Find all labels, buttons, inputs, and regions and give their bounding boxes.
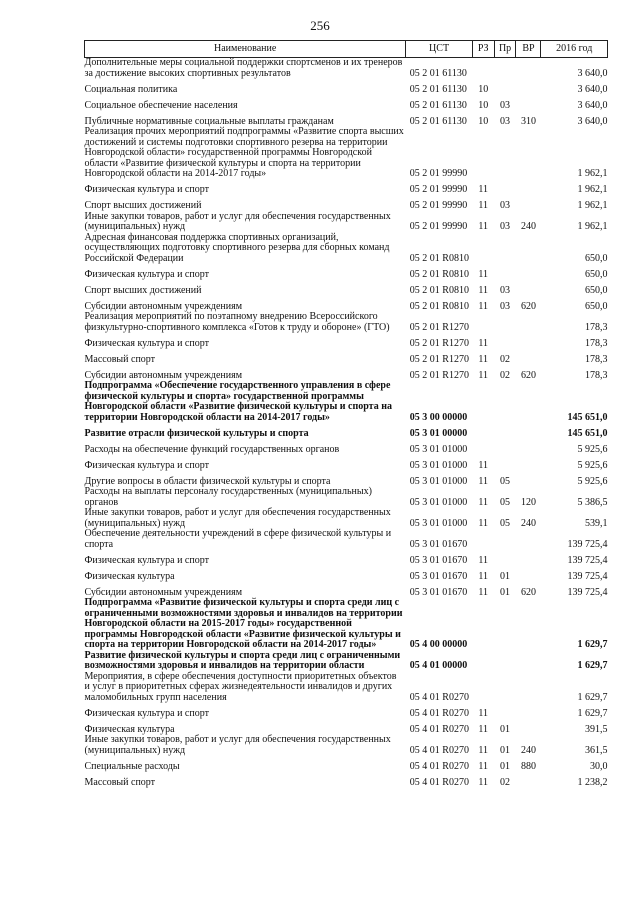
- row-name: Физическая культура и спорт: [84, 337, 209, 349]
- row-vr: 240: [520, 744, 536, 756]
- row-vr: [516, 312, 541, 333]
- table-row: [85, 487, 608, 508]
- table-row: [85, 233, 608, 265]
- row-pr: [494, 381, 516, 423]
- table-row: [85, 772, 608, 788]
- row-vr: [516, 672, 541, 704]
- row-sum: 178,3: [585, 369, 608, 381]
- table-row: [85, 333, 608, 349]
- row-name: Физическая культура: [84, 723, 175, 735]
- row-sum: 145 651,0: [567, 427, 608, 439]
- table-row: [85, 756, 608, 772]
- row-pr: 02: [500, 353, 511, 365]
- row-pr: [494, 455, 516, 471]
- row-vr: [516, 333, 541, 349]
- row-pr: [494, 651, 516, 672]
- row-name: Расходы на выплаты персоналу государственных (муниципальных) органов: [84, 486, 372, 508]
- row-cst: 05 2 01 61130: [409, 67, 467, 79]
- row-rz: 11: [478, 707, 489, 719]
- table-row: [85, 381, 608, 423]
- row-cst: 05 2 01 R1270: [409, 321, 469, 333]
- table-row: [85, 455, 608, 471]
- row-name: Реализация мероприятий по поэтапному внедрению Всероссийского физкультурно-спортивного комплекса «Готов к труду и обороне» (ГТО): [84, 311, 390, 333]
- row-vr: [516, 180, 541, 196]
- row-sum: 139 725,4: [567, 554, 608, 566]
- row-name: Мероприятия, в сфере обеспечения доступности приоритетных объектов и услуг в приоритетных сферах жизнедеятельности инвалидов и других маломобильных групп населения: [84, 670, 397, 703]
- row-cst: 05 4 01 00000: [409, 660, 468, 671]
- row-vr: [516, 651, 541, 672]
- row-name: Подпрограмма «Обеспечение государственного управления в сфере физической культуры и спорта» государственной программы Новгородской области «Развитие физической культуры и спорта на территории Новгородской области на 2014-2017 годы»: [84, 380, 392, 423]
- table-row: [85, 365, 608, 381]
- table-row: [85, 79, 608, 95]
- row-name: Иные закупки товаров, работ и услуг для обеспечения государственных (муниципальных) нужд: [84, 507, 391, 529]
- row-sum: 5 925,6: [577, 475, 608, 487]
- row-rz: 11: [478, 221, 489, 232]
- row-rz: 11: [478, 353, 489, 365]
- row-cst: 05 3 01 00000: [409, 427, 468, 439]
- row-pr: [494, 703, 516, 719]
- row-cst: 05 4 01 R0270: [409, 776, 469, 788]
- table-row: [85, 566, 608, 582]
- row-rz: [472, 529, 494, 550]
- table-row: [85, 58, 608, 80]
- row-rz: [472, 312, 494, 333]
- row-pr: 03: [500, 200, 511, 211]
- row-vr: [516, 703, 541, 719]
- row-sum: 539,1: [585, 517, 608, 529]
- row-sum: 3 640,0: [577, 99, 608, 111]
- row-name: Обеспечение деятельности учреждений в сфере физической культуры и спорта: [84, 528, 392, 550]
- row-name: Развитие физической культуры и спорта среди лиц с ограниченными возможностями здоровья и инвалидов на территории области: [84, 649, 401, 671]
- row-vr: [516, 196, 541, 212]
- header-vr: ВР: [516, 41, 541, 58]
- row-name: Физическая культура и спорт: [84, 268, 209, 280]
- row-cst: 05 2 01 61130: [409, 83, 467, 95]
- row-pr: 03: [500, 284, 511, 296]
- row-pr: 01: [500, 586, 511, 598]
- row-sum: 1 962,1: [577, 168, 608, 179]
- row-vr: [516, 79, 541, 95]
- row-rz: [472, 58, 494, 80]
- table-row: [85, 703, 608, 719]
- row-sum: 1 629,7: [577, 707, 608, 719]
- row-sum: 650,0: [585, 268, 608, 280]
- row-cst: 05 2 01 61130: [409, 115, 467, 127]
- row-name: Социальная политика: [84, 83, 178, 95]
- row-pr: [494, 550, 516, 566]
- row-name: Субсидии автономным учреждениям: [84, 300, 243, 312]
- row-sum: 3 640,0: [577, 83, 608, 95]
- row-cst: 05 3 01 01000: [409, 459, 468, 471]
- row-rz: 10: [478, 83, 489, 95]
- row-vr: [516, 280, 541, 296]
- row-rz: 11: [478, 268, 489, 280]
- row-rz: 11: [478, 570, 489, 582]
- row-rz: 11: [478, 184, 489, 195]
- row-name: Физическая культура и спорт: [84, 184, 209, 195]
- row-rz: 11: [478, 459, 489, 471]
- row-pr: 05: [500, 475, 511, 487]
- row-vr: [516, 349, 541, 365]
- row-name: Дополнительные меры социальной поддержки спортсменов и их тренеров за достижение высоких спортивных результатов: [84, 57, 403, 79]
- table-row: [85, 349, 608, 365]
- row-pr: [494, 529, 516, 550]
- row-cst: 05 2 01 R0810: [409, 300, 469, 312]
- row-pr: 03: [500, 99, 511, 111]
- table-row: [85, 212, 608, 233]
- row-pr: 05: [500, 517, 511, 529]
- row-sum: 650,0: [585, 284, 608, 296]
- row-sum: 3 640,0: [577, 67, 608, 79]
- row-cst: 05 3 00 00000: [409, 411, 468, 423]
- row-sum: 1 962,1: [577, 200, 608, 211]
- table-row: [85, 296, 608, 312]
- row-pr: [494, 233, 516, 265]
- row-rz: 11: [478, 337, 489, 349]
- row-sum: 1 962,1: [577, 221, 608, 232]
- table-row: [85, 651, 608, 672]
- row-pr: [494, 264, 516, 280]
- row-cst: 05 4 01 R0270: [409, 707, 469, 719]
- row-cst: 05 3 01 01000: [409, 496, 468, 508]
- header-name: Наименование: [85, 41, 406, 58]
- row-sum: 361,5: [585, 744, 608, 756]
- row-vr: 620: [520, 300, 536, 312]
- row-rz: 11: [478, 723, 489, 735]
- row-sum: 650,0: [585, 300, 608, 312]
- row-vr: 620: [520, 586, 536, 598]
- row-sum: 139 725,4: [567, 570, 608, 582]
- row-rz: 11: [478, 369, 489, 381]
- row-pr: 02: [500, 369, 511, 381]
- row-cst: 05 2 01 99990: [409, 200, 468, 211]
- row-sum: 650,0: [585, 252, 608, 264]
- row-cst: 05 3 01 01670: [409, 538, 468, 550]
- row-vr: [516, 381, 541, 423]
- row-sum: 1 629,7: [577, 639, 608, 650]
- row-sum: 178,3: [585, 337, 608, 349]
- table-row: [85, 598, 608, 651]
- row-rz: 11: [478, 475, 489, 487]
- row-name: Социальное обеспечение населения: [84, 99, 238, 111]
- row-cst: 05 2 01 99990: [409, 184, 468, 195]
- row-vr: [516, 233, 541, 265]
- row-rz: 11: [478, 284, 489, 296]
- table-row: [85, 111, 608, 127]
- row-name: Субсидии автономным учреждениям: [84, 369, 243, 381]
- row-name: Подпрограмма «Развитие физической культуры и спорта среди лиц с ограниченными возможностями здоровья и инвалидов на территории Новгородской области на 2015-2017 годы» государственной программы Новгородской области «Развитие физической культуры и спорта на территории Новгородской области на 2014-2017 годы»: [84, 597, 403, 650]
- table-row: [85, 471, 608, 487]
- row-pr: [494, 312, 516, 333]
- row-rz: [472, 439, 494, 455]
- header-pr: Пр: [494, 41, 516, 58]
- row-pr: 02: [500, 776, 511, 788]
- row-sum: 5 925,6: [577, 443, 608, 455]
- row-rz: [472, 598, 494, 651]
- row-rz: 11: [478, 554, 489, 566]
- row-sum: 3 640,0: [577, 115, 608, 127]
- row-sum: 178,3: [585, 353, 608, 365]
- table-row: [85, 719, 608, 735]
- row-vr: [516, 127, 541, 180]
- header-sum: 2016 год: [541, 41, 608, 58]
- row-name: Специальные расходы: [84, 760, 180, 772]
- row-cst: 05 2 01 R0810: [409, 252, 469, 264]
- row-pr: 03: [500, 300, 511, 312]
- row-vr: [516, 95, 541, 111]
- row-rz: 10: [478, 115, 489, 127]
- row-pr: [494, 423, 516, 439]
- table-row: [85, 423, 608, 439]
- header-rz: РЗ: [472, 41, 494, 58]
- row-name: Массовый спорт: [84, 776, 156, 788]
- row-rz: 11: [478, 760, 489, 772]
- row-cst: 05 2 01 R1270: [409, 353, 469, 365]
- row-name: Развитие отрасли физической культуры и спорта: [84, 427, 309, 439]
- table-row: [85, 280, 608, 296]
- row-rz: 11: [478, 744, 489, 756]
- row-cst: 05 3 01 01000: [409, 475, 468, 487]
- row-name: Расходы на обеспечение функций государственных органов: [84, 443, 340, 455]
- row-sum: 139 725,4: [567, 586, 608, 598]
- row-sum: 5 386,5: [577, 496, 608, 508]
- row-cst: 05 2 01 R1270: [409, 337, 469, 349]
- table-row: [85, 264, 608, 280]
- row-cst: 05 3 01 01000: [409, 443, 468, 455]
- row-rz: 11: [478, 300, 489, 312]
- row-pr: [494, 439, 516, 455]
- row-rz: [472, 381, 494, 423]
- row-pr: [494, 598, 516, 651]
- row-vr: 310: [520, 115, 536, 127]
- row-rz: [472, 672, 494, 704]
- row-cst: 05 2 01 99990: [409, 168, 468, 179]
- row-pr: 01: [500, 760, 511, 772]
- table-row: [85, 196, 608, 212]
- row-pr: 05: [500, 496, 511, 508]
- row-name: Физическая культура и спорт: [84, 707, 209, 719]
- row-sum: 145 651,0: [567, 411, 608, 423]
- row-cst: 05 4 01 R0270: [409, 691, 469, 703]
- row-vr: [516, 719, 541, 735]
- page-number: 256: [310, 18, 330, 33]
- row-cst: 05 2 01 R0810: [409, 268, 469, 280]
- table-body: [85, 58, 608, 789]
- header-cst: ЦСТ: [406, 41, 473, 58]
- table-row: [85, 95, 608, 111]
- row-vr: [516, 455, 541, 471]
- row-sum: 30,0: [590, 760, 608, 772]
- row-vr: [516, 772, 541, 788]
- row-cst: 05 4 01 R0270: [409, 744, 469, 756]
- row-rz: [472, 127, 494, 180]
- row-vr: [516, 566, 541, 582]
- row-pr: [494, 58, 516, 80]
- row-cst: 05 2 01 R0810: [409, 284, 469, 296]
- row-rz: 11: [478, 496, 489, 508]
- row-cst: 05 3 01 01000: [409, 517, 468, 529]
- row-vr: 240: [520, 517, 536, 529]
- table-row: [85, 550, 608, 566]
- row-pr: 03: [500, 115, 511, 127]
- row-pr: [494, 672, 516, 704]
- row-rz: 11: [478, 586, 489, 598]
- row-rz: 11: [478, 200, 489, 211]
- row-sum: 1 238,2: [577, 776, 608, 788]
- row-rz: 10: [478, 99, 489, 111]
- row-name: Физическая культура и спорт: [84, 459, 209, 471]
- row-name: Субсидии автономным учреждениям: [84, 586, 243, 598]
- row-cst: 05 4 01 R0270: [409, 760, 469, 772]
- row-rz: [472, 233, 494, 265]
- row-sum: 5 925,6: [577, 459, 608, 471]
- row-cst: 05 4 01 R0270: [409, 723, 469, 735]
- row-cst: 05 3 01 01670: [409, 586, 468, 598]
- row-name: Спорт высших достижений: [84, 284, 202, 296]
- row-name: Другие вопросы в области физической культуры и спорта: [84, 475, 331, 487]
- table-row: [85, 439, 608, 455]
- row-cst: 05 2 01 R1270: [409, 369, 469, 381]
- table-header: [85, 41, 608, 58]
- row-pr: [494, 127, 516, 180]
- row-vr: [516, 58, 541, 80]
- budget-table: [84, 40, 608, 788]
- row-vr: [516, 264, 541, 280]
- row-name: Иные закупки товаров, работ и услуг для обеспечения государственных (муниципальных) нужд: [84, 210, 391, 232]
- row-pr: [494, 180, 516, 196]
- row-vr: [516, 423, 541, 439]
- table-row: [85, 312, 608, 333]
- row-vr: [516, 471, 541, 487]
- row-cst: 05 2 01 61130: [409, 99, 467, 111]
- row-pr: 01: [500, 744, 511, 756]
- row-rz: 11: [478, 517, 489, 529]
- row-pr: 01: [500, 570, 511, 582]
- row-vr: 620: [520, 369, 536, 381]
- table-row: [85, 672, 608, 704]
- row-name: Физическая культура: [84, 570, 175, 582]
- table-row: [85, 529, 608, 550]
- row-cst: 05 4 00 00000: [409, 639, 468, 650]
- row-sum: 1 962,1: [577, 184, 608, 195]
- table-row: [85, 180, 608, 196]
- row-cst: 05 3 01 01670: [409, 570, 468, 582]
- row-pr: [494, 333, 516, 349]
- row-name: Реализация прочих мероприятий подпрограммы «Развитие спорта высших достижений и системы подготовки спортивного резерва на территории Новгородской области» государственной программы Новгородской области «Развитие физической культуры и спорта на территории Новгородской области на 2014-2017 годы»: [84, 126, 404, 179]
- row-vr: [516, 529, 541, 550]
- row-pr: 01: [500, 723, 511, 735]
- row-rz: 11: [478, 776, 489, 788]
- row-sum: 1 629,7: [577, 691, 608, 703]
- row-name: Адресная финансовая поддержка спортивных организаций, осуществляющих подготовку спортивного резерва для сборных команд Российской Федерации: [84, 231, 390, 264]
- row-vr: [516, 439, 541, 455]
- row-name: Иные закупки товаров, работ и услуг для обеспечения государственных (муниципальных) нужд: [84, 734, 391, 756]
- row-rz: [472, 651, 494, 672]
- row-cst: 05 3 01 01670: [409, 554, 468, 566]
- row-pr: [494, 79, 516, 95]
- row-cst: 05 2 01 99990: [409, 221, 468, 232]
- table-row: [85, 735, 608, 756]
- row-vr: 240: [520, 221, 536, 232]
- row-sum: 139 725,4: [567, 538, 608, 550]
- row-vr: 880: [520, 760, 536, 772]
- row-name: Публичные нормативные социальные выплаты гражданам: [84, 115, 334, 127]
- table-row: [85, 582, 608, 598]
- row-sum: 178,3: [585, 321, 608, 333]
- row-vr: [516, 550, 541, 566]
- row-name: Физическая культура и спорт: [84, 554, 209, 566]
- table-row: [85, 508, 608, 529]
- row-pr: 03: [500, 221, 511, 232]
- row-rz: [472, 423, 494, 439]
- table-row: [85, 127, 608, 180]
- row-sum: 391,5: [585, 723, 608, 735]
- row-name: Спорт высших достижений: [84, 200, 202, 211]
- row-vr: [516, 598, 541, 651]
- row-sum: 1 629,7: [577, 660, 608, 671]
- row-vr: 120: [520, 496, 536, 508]
- row-name: Массовый спорт: [84, 353, 156, 365]
